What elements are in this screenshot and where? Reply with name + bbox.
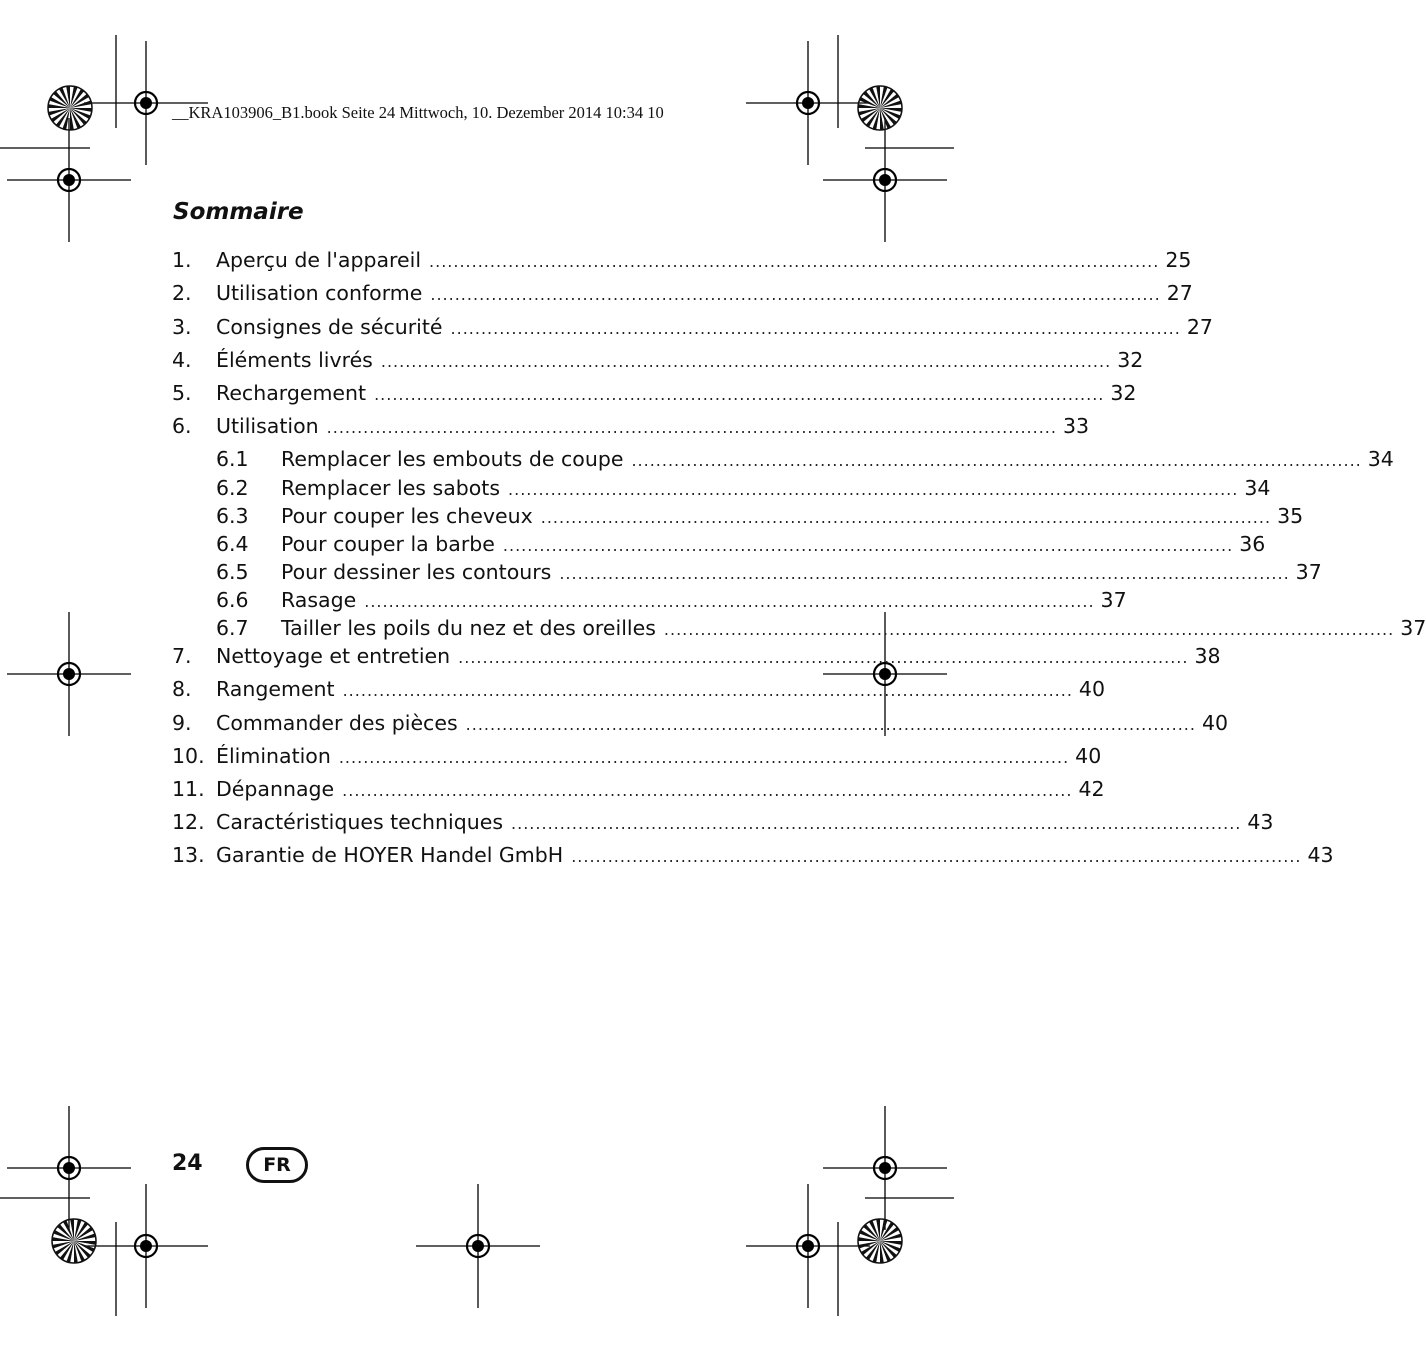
starburst-target-icon	[48, 86, 92, 130]
toc-entry-number: 12.	[172, 810, 205, 834]
toc-entry	[172, 315, 1213, 345]
toc-entry-page: 34	[1367, 447, 1394, 471]
toc-entry-label: Tailler les poils du nez et des oreilles	[281, 616, 656, 640]
toc-entry-label: Pour dessiner les contours	[281, 560, 552, 584]
toc-entry	[172, 644, 1221, 674]
toc-entry-number: 6.	[172, 414, 192, 438]
toc-entry	[216, 476, 1271, 506]
toc-dot-leader: ........................................................................................................................	[502, 536, 1234, 555]
toc-entry	[216, 560, 1322, 590]
toc-entry	[216, 588, 1127, 618]
toc-entry-page: 34	[1244, 476, 1271, 500]
toc-entry-page: 40	[1078, 677, 1105, 701]
toc-entry-number: 9.	[172, 711, 192, 735]
toc-entry-page: 27	[1166, 281, 1193, 305]
toc-entry	[172, 281, 1193, 311]
page-title: Sommaire	[173, 199, 304, 225]
starburst-target-icon	[858, 86, 902, 130]
toc-entry	[172, 381, 1137, 411]
toc-entry	[216, 616, 1426, 646]
toc-entry-page: 33	[1062, 414, 1090, 438]
toc-entry-page: 25	[1165, 248, 1192, 272]
toc-entry-label: Rasage	[281, 588, 357, 612]
toc-dot-leader: ........................................................................................................................	[508, 480, 1239, 499]
language-badge: FR	[246, 1147, 308, 1183]
starburst-target-icon	[858, 1219, 902, 1263]
toc-entry-label: Commander des pièces	[216, 711, 458, 735]
print-header: __KRA103906_B1.book Seite 24 Mittwoch, 10. Dezember 2014 10:34 10	[172, 103, 664, 122]
toc-entry-number: 6.2	[216, 476, 249, 500]
toc-entry	[172, 744, 1102, 774]
toc-entry-label: Rechargement	[216, 381, 367, 405]
page-number: 24	[172, 1151, 203, 1176]
toc-entry-page: 40	[1201, 711, 1229, 735]
toc-entry-page: 42	[1078, 777, 1105, 801]
toc-dot-leader: ........................................................................................................................	[465, 715, 1196, 734]
toc-entry	[172, 711, 1229, 741]
toc-dot-leader: ........................................................................................................................	[540, 508, 1272, 527]
toc-dot-leader: ........................................................................................................................	[380, 352, 1112, 371]
toc-entry-number: 7.	[172, 644, 192, 668]
toc-entry-label: Dépannage	[216, 777, 335, 801]
toc-entry	[216, 532, 1266, 562]
toc-entry-label: Utilisation	[216, 414, 319, 438]
toc-dot-leader: ........................................................................................................................	[559, 564, 1290, 583]
toc-dot-leader: ........................................................................................................................	[342, 781, 1073, 800]
toc-entry-label: Caractéristiques techniques	[216, 810, 504, 834]
toc-entry-label: Éléments livrés	[216, 348, 373, 372]
toc-dot-leader: ........................................................................................................................	[374, 385, 1105, 404]
registration-mark-icon	[823, 118, 947, 242]
toc-entry-page: 37	[1400, 616, 1426, 640]
toc-entry	[216, 504, 1304, 534]
toc-entry-page: 36	[1239, 532, 1266, 556]
toc-entry-label: Aperçu de l'appareil	[216, 248, 422, 272]
toc-dot-leader: ........................................................................................................................	[631, 451, 1362, 470]
toc-entry-page: 32	[1117, 348, 1144, 372]
toc-dot-leader: ........................................................................................................................	[663, 620, 1395, 639]
starburst-target-icon	[52, 1219, 96, 1263]
toc-entry	[216, 447, 1394, 477]
toc-entry-page: 43	[1307, 843, 1334, 867]
toc-dot-leader: ........................................................................................................................	[429, 252, 1160, 271]
toc-entry-number: 8.	[172, 677, 192, 701]
registration-mark-icon	[746, 41, 870, 165]
toc-entry-number: 2.	[172, 281, 192, 305]
registration-mark-icon	[7, 1106, 131, 1230]
toc-entry-label: Pour couper la barbe	[281, 532, 495, 556]
toc-dot-leader: ........................................................................................................................	[430, 285, 1161, 304]
toc-entry-number: 6.1	[216, 447, 249, 471]
toc-dot-leader: ........................................................................................................................	[450, 319, 1181, 338]
toc-entry-page: 38	[1194, 644, 1221, 668]
toc-entry-page: 37	[1295, 560, 1322, 584]
toc-entry	[172, 843, 1334, 873]
registration-mark-icon	[416, 1184, 540, 1308]
toc-entry-number: 4.	[172, 348, 192, 372]
toc-entry	[172, 810, 1274, 840]
toc-dot-leader: ........................................................................................................................	[511, 814, 1242, 833]
toc-entry-page: 27	[1186, 315, 1213, 339]
toc-entry-label: Nettoyage et entretien	[216, 644, 451, 668]
toc-entry-label: Utilisation conforme	[216, 281, 423, 305]
toc-entry-number: 1.	[172, 248, 192, 272]
toc-entry	[172, 348, 1144, 378]
toc-entry-label: Pour couper les cheveux	[281, 504, 533, 528]
toc-dot-leader: ........................................................................................................................	[364, 592, 1095, 611]
toc-entry-number: 6.3	[216, 504, 249, 528]
toc-dot-leader: ........................................................................................................................	[338, 748, 1070, 767]
toc-entry-label: Rangement	[216, 677, 335, 701]
toc-entry-label: Élimination	[216, 744, 331, 768]
toc-entry	[172, 248, 1192, 278]
toc-entry-page: 32	[1110, 381, 1137, 405]
toc-entry-label: Remplacer les sabots	[281, 476, 501, 500]
toc-entry-page: 40	[1075, 744, 1102, 768]
toc-dot-leader: ........................................................................................................................	[458, 648, 1189, 667]
registration-mark-icon	[823, 1106, 947, 1230]
toc-entry-number: 13.	[172, 843, 205, 867]
toc-entry-number: 11.	[172, 777, 205, 801]
toc-entry-number: 10.	[172, 744, 205, 768]
registration-mark-icon	[7, 118, 131, 242]
toc-entry	[172, 777, 1105, 807]
toc-dot-leader: ........................................................................................................................	[342, 681, 1073, 700]
toc-entry-number: 6.7	[216, 616, 249, 640]
toc-entry-number: 6.4	[216, 532, 249, 556]
toc-entry-page: 35	[1277, 504, 1304, 528]
registration-mark-icon	[7, 612, 131, 736]
toc-entry-label: Garantie de HOYER Handel GmbH	[216, 843, 564, 867]
toc-entry-page: 43	[1247, 810, 1274, 834]
toc-entry-number: 3.	[172, 315, 192, 339]
registration-mark-icon	[746, 1184, 870, 1308]
toc-entry-page: 37	[1100, 588, 1127, 612]
toc-entry-number: 6.5	[216, 560, 249, 584]
toc-dot-leader: ........................................................................................................................	[571, 847, 1302, 866]
toc-entry-number: 5.	[172, 381, 192, 405]
toc-entry-label: Consignes de sécurité	[216, 315, 443, 339]
toc-dot-leader: ........................................................................................................................	[326, 418, 1057, 437]
toc-entry	[172, 414, 1090, 444]
toc-entry-label: Remplacer les embouts de coupe	[281, 447, 624, 471]
registration-mark-icon	[84, 1184, 208, 1308]
toc-entry-number: 6.6	[216, 588, 249, 612]
toc-entry	[172, 677, 1105, 707]
